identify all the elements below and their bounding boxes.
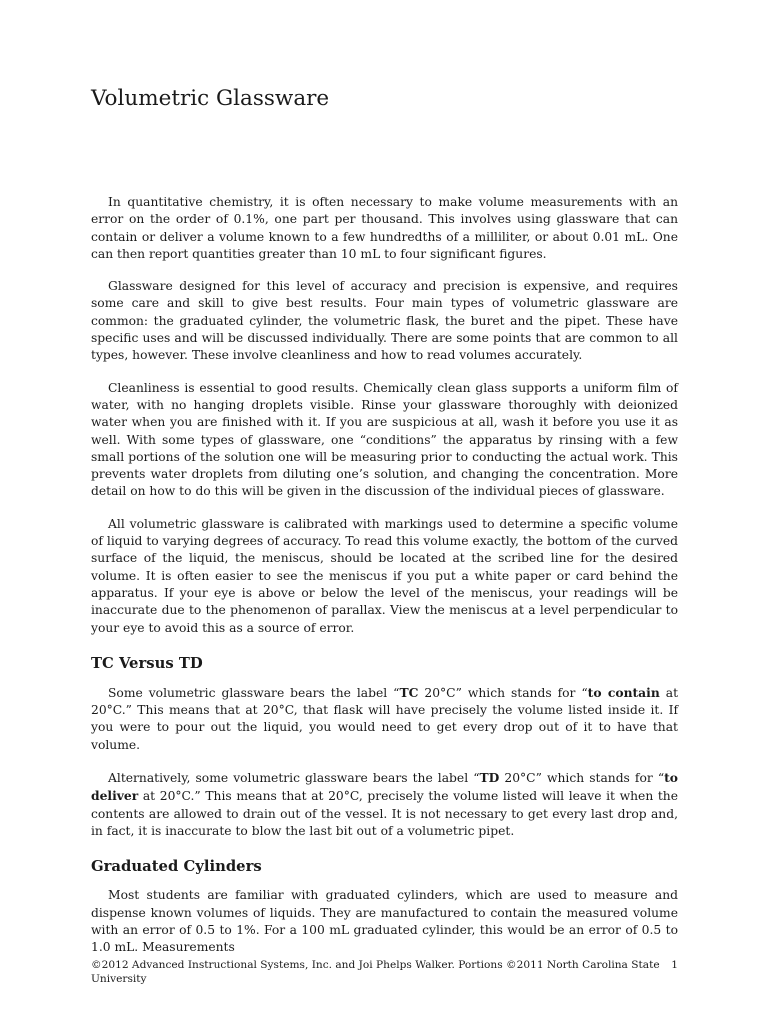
section-heading-graduated-cylinders: Graduated Cylinders: [91, 858, 262, 876]
td-text-a: Alternatively, some volumetric glassware bears the label “: [108, 771, 480, 786]
td-text-c: 20°C” which stands for “: [499, 771, 665, 786]
intro-paragraph: In quantitative chemistry, it is often necessary to make volume measurements with an error on the order of 0.1%, one part per thousand. This involves using glassware that can contain or deliver a volume known to a few hundredths of a milliliter, or about 0.01 mL. One can then report quantities greater than 10 mL to four significant figures.: [91, 195, 678, 261]
page-title: Volumetric Glassware: [91, 86, 330, 111]
tc-text-e: at 20°C.” This means that at 20°C, that flask will have precisely the volume listed inside it. If you were to pour out the liquid, you would need to get every drop out of it to have that volume.: [91, 685, 679, 752]
graduated-paragraph: Most students are familiar with graduated cylinders, which are used to measure and dispense known volumes of liquids. They are manufactured to contain the measured volume with an error of 0.5 to 1%. For a 100 mL graduated cylinder, this would be an error of 0.5 to 1.0 mL. Measurements: [91, 888, 678, 955]
to-contain-term: to contain: [587, 684, 660, 700]
intro-paragraph: Glassware designed for this level of accuracy and precision is expensive, and requires some care and skill to give best results. Four main types of volumetric glassware are common: the graduated cylinder, the volumetric flask, the buret and the pipet. These have specific uses and will be discussed individually. There are some points that are common to all types, however. These involve cleanliness and how to read volumes accurately.: [91, 279, 678, 363]
copyright-notice: ©2012 Advanced Instructional Systems, Inc. and Joi Phelps Walker. Portions ©2011 North Carolina State University: [91, 959, 660, 985]
section-heading-tc-td: TC Versus TD: [91, 654, 203, 672]
tc-text-a: Some volumetric glassware bears the label “: [108, 685, 400, 700]
tc-paragraph: [91, 684, 678, 754]
page-footer: [91, 958, 678, 986]
td-text-e: at 20°C.” This means that at 20°C, precisely the volume listed will leave it when the contents are allowed to drain out of the vessel. It is not necessary to get every last drop and, in fact, it is inaccurate to blow the last bit out of a volumetric pipet.: [91, 789, 678, 838]
to-deliver-term: to deliver: [91, 770, 679, 804]
document-body: [91, 194, 678, 971]
tc-text-c: 20°C” which stands for “: [418, 685, 588, 700]
intro-paragraph: Cleanliness is essential to good results. Chemically clean glass supports a uniform film of water, with no hanging droplets visible. Rinse your glassware thoroughly with deionized water when you are finished with it. If you are suspicious at all, wash it before you use it as well. With some types of glassware, one “conditions” the apparatus by rinsing with a few small portions of the solution one will be measuring prior to conducting the actual work. This prevents water droplets from diluting one’s solution, and changing the concentration. More detail on how to do this will be given in the discussion of the individual pieces of glassware.: [91, 380, 678, 499]
tc-term: TC: [399, 684, 419, 700]
intro-paragraph: All volumetric glassware is calibrated with markings used to determine a specific volume of liquid to varying degrees of accuracy. To read this volume exactly, the bottom of the curved surface of the liquid, the meniscus, should be located at the scribed line for the desired volume. It is often easier to see the meniscus if you put a white paper or card behind the apparatus. If your eye is above or below the level of the meniscus, your readings will be inaccurate due to the phenomenon of parallax. View the meniscus at a level perpendicular to your eye to avoid this as a source of error.: [91, 516, 678, 635]
td-term: TD: [479, 770, 500, 786]
page-number: 1: [671, 959, 678, 971]
td-paragraph: [91, 769, 678, 840]
